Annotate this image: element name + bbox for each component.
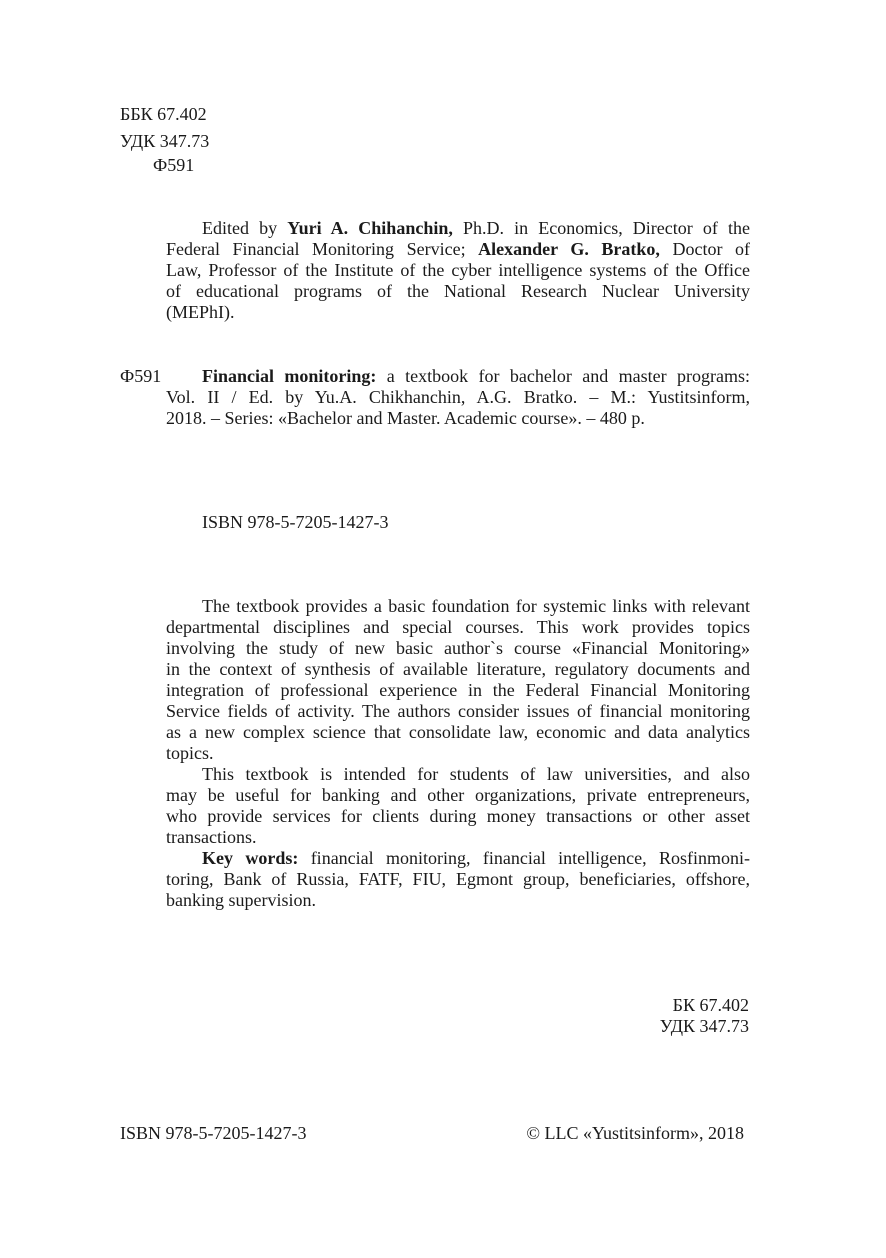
bibliographic-reference [166,366,750,429]
abstract-line: may be useful for banking and other organizations, private entrepreneurs, [166,785,750,805]
udk-code: УДК 347.73 [120,131,210,151]
abstract-line: This textbook is intended for students of law universities, and also [202,764,750,784]
abstract-line: as a new complex science that consolidate law, economic and data analytics [166,722,750,742]
udk-code-bottom: УДК 347.73 [659,1016,749,1036]
editors-line: Federal Financial Monitoring Service; Alexander G. Bratko, Doctor of [166,239,751,259]
editors-block [166,218,750,323]
reference-line: Financial monitoring: a textbook for bachelor and master programs: [202,366,750,386]
editors-line: Law, Professor of the Institute of the cyber intelligence systems of the Office [166,260,750,280]
keywords-label: Key words: [202,848,299,868]
reference-code: Ф591 [120,366,162,386]
book-title: Financial monitoring: [202,366,377,386]
keywords-line: banking supervision. [166,890,316,910]
reference-line: 2018. – Series: «Bachelor and Master. Academic course». – 480 p. [166,408,645,428]
keywords-line: Key words: financial monitoring, financial intelligence, Rosfinmoni- [202,848,750,868]
abstract-line: departmental disciplines and special courses. This work provides topics [166,617,750,637]
author-mark: Ф591 [153,155,195,175]
abstract-block [166,596,750,911]
editors-line: (MEPhI). [166,302,235,322]
reference-line: Vol. II / Ed. by Yu.A. Chikhanchin, A.G. Bratko. – M.: Yustitsinform, [166,387,750,407]
abstract-line: Service fields of activity. The authors consider issues of financial monitoring [166,701,750,721]
abstract-line: topics. [166,743,214,763]
abstract-line: who provide services for clients during money transactions or other asset [166,806,750,826]
bk-code-bottom: БК 67.402 [672,995,749,1015]
abstract-line: transactions. [166,827,257,847]
isbn-top: ISBN 978-5-7205-1427-3 [202,512,389,532]
isbn-footer: ISBN 978-5-7205-1427-3 [120,1123,307,1143]
copyright: © LLC «Yustitsinform», 2018 [526,1123,744,1143]
abstract-line: involving the study of new basic author`s course «Financial Monitoring» [166,638,750,658]
abstract-line: integration of professional experience in the Federal Financial Monitoring [166,680,750,700]
bbk-code: ББК 67.402 [120,104,207,124]
editors-line: Edited by Yuri A. Chihanchin, Ph.D. in Economics, Director of the [202,218,750,238]
editors-line: of educational programs of the National Research Nuclear University [166,281,750,301]
keywords-line: toring, Bank of Russia, FATF, FIU, Egmont group, beneficiaries, offshore, [166,869,750,889]
abstract-line: in the context of synthesis of available literature, regulatory documents and [166,659,750,679]
abstract-line: The textbook provides a basic foundation for systemic links with relevant [202,596,750,616]
